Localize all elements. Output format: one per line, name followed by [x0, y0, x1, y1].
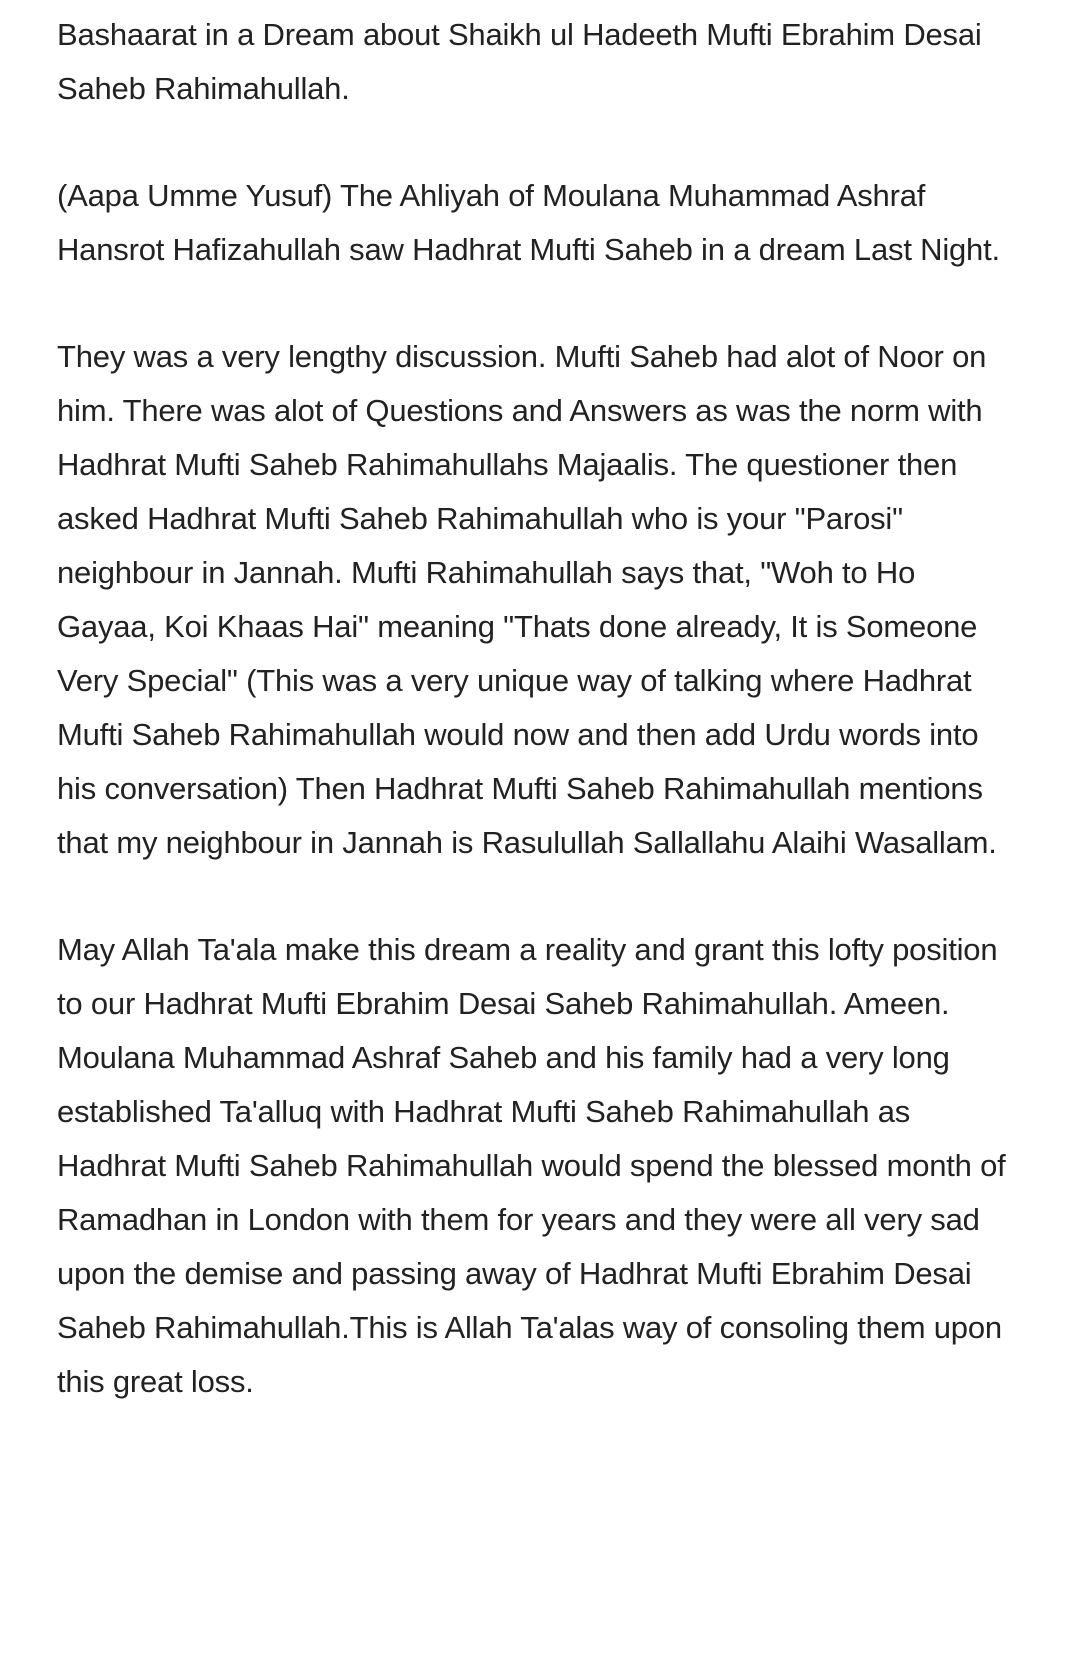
post-intro-paragraph: (Aapa Umme Yusuf) The Ahliyah of Moulana Muhammad Ashraf Hansrot Hafizahullah saw Hadhrat Mufti Saheb in a dream Last Night.: [57, 178, 1000, 267]
post-body: [57, 8, 1017, 1409]
post-dua-paragraph: May Allah Ta'ala make this dream a reality and grant this lofty position to our Hadhrat Mufti Ebrahim Desai Saheb Rahimahullah. Ameen. Moulana Muhammad Ashraf Saheb and his family had a very long established Ta'alluq with Hadhrat Mufti Saheb Rahimahullah as Hadhrat Mufti Saheb Rahimahullah would spend the blessed month of Ramadhan in London with them for years and they were all very sad upon the demise and passing away of Hadhrat Mufti Ebrahim Desai Saheb Rahimahullah.This is Allah Ta'alas way of consoling them upon this great loss.: [57, 932, 1006, 1399]
post-heading-paragraph: Bashaarat in a Dream about Shaikh ul Hadeeth Mufti Ebrahim Desai Saheb Rahimahullah.: [57, 17, 982, 106]
post-dream-paragraph: They was a very lengthy discussion. Mufti Saheb had alot of Noor on him. There was alot of Questions and Answers as was the norm with Hadhrat Mufti Saheb Rahimahullahs Majaalis. The questioner then asked Hadhrat Mufti Saheb Rahimahullah who is your "Parosi" neighbour in Jannah. Mufti Rahimahullah says that, "Woh to Ho Gayaa, Koi Khaas Hai" meaning "Thats done already, It is Someone Very Special" (This was a very unique way of talking where Hadhrat Mufti Saheb Rahimahullah would now and then add Urdu words into his conversation) Then Hadhrat Mufti Saheb Rahimahullah mentions that my neighbour in Jannah is Rasulullah Sallallahu Alaihi Wasallam.: [57, 339, 997, 860]
